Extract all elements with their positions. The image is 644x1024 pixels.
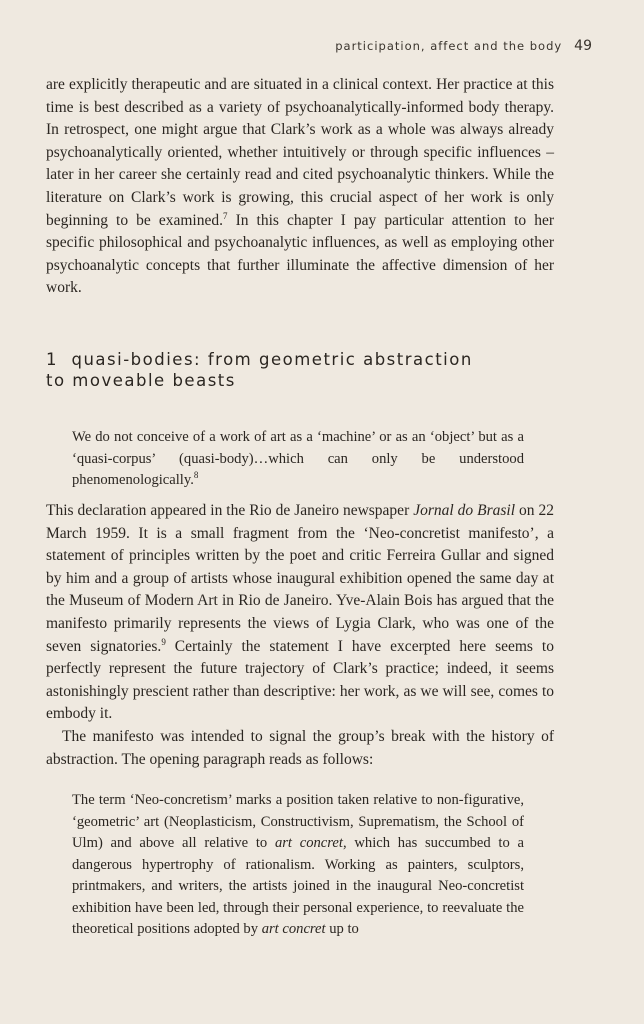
running-title: participation, affect and the body (335, 39, 563, 53)
section-title-line1: quasi-bodies: from geometric abstraction (71, 350, 473, 369)
epigraph-text: We do not conceive of a work of art as a ‘machine’ or as an ‘object’ but as a ‘quasi-corpus’ (quasi-body)…which can only be understood phenomenologically. (72, 429, 524, 488)
block-quote-term-1: art concret (274, 835, 343, 851)
block-quote-term-2: art concret (261, 921, 326, 937)
paragraph-1 (46, 74, 554, 300)
paragraph-2-text-c: Certainly the statement I have excerpted here seems to perfectly represent the future trajectory of Clark’s practice; indeed, it seems astonishingly prescient rather than descriptive: her work, as we will see, comes to embody it. (46, 637, 554, 723)
paragraph-1-text: are explicitly therapeutic and are situated in a clinical context. Her practice at this time is best described as a variety of psychoanalytically-informed body therapy. In retrospect, one might argue that Clark’s work as a whole was always already psychoanalytically oriented, whether intuitively or through specific influences – later in her career she certainly read and cited psychoanalytic thinkers. While the literature on Clark’s work is growing, this crucial aspect of her work is only beginning to be examined. (46, 76, 554, 229)
section-heading (46, 349, 473, 391)
block-quote-text-c: up to (325, 921, 359, 937)
footnote-ref-8[interactable]: 8 (193, 470, 199, 480)
running-header (335, 38, 592, 54)
block-quote (72, 790, 524, 941)
block-quote-text-b: , which has succumbed to a dangerous hypertrophy of rationalism. Working as painters, sculptors, printmakers, and writers, the artists joined in the inaugural Neo-concretist exhibition have been led, through their personal experience, to reevaluate the theoretical positions adopted by (72, 835, 524, 937)
paragraph-2-text-b: on 22 March 1959. It is a small fragment from the ‘Neo-concretist manifesto’, a statement of principles written by the poet and critic Ferreira Gullar and signed by him and a group of artists whose inaugural exhibition opened the same day at the Museum of Modern Art in Rio de Janeiro. Yve-Alain Bois has argued that the manifesto primarily represents the views of Lygia Clark, who was one of the seven signatories. (46, 502, 555, 655)
section-number: 1 (46, 350, 58, 369)
paragraph-2-text-a: This declaration appeared in the Rio de Janeiro newspaper (46, 502, 414, 519)
paragraph-2 (46, 500, 554, 771)
newspaper-title: Jornal do Brasil (413, 502, 516, 519)
footnote-ref-9[interactable]: 9 (161, 636, 166, 647)
block-quote-text-a: The term ‘Neo-concretism’ marks a position taken relative to non-figurative, ‘geometric’ art (Neoplasticism, Constructivism, Suprematism, the School of Ulm) and above all relative to (72, 792, 524, 851)
section-title-line2: to moveable beasts (46, 371, 236, 390)
epigraph (72, 427, 524, 492)
footnote-ref-7[interactable]: 7 (223, 210, 228, 221)
page-number: 49 (574, 38, 592, 54)
paragraph-3: The manifesto was intended to signal the group’s break with the history of abstraction. The opening paragraph reads as follows: (46, 727, 554, 768)
paragraph-1-end: In this chapter I pay particular attention to her specific philosophical and psychoanalytic influences, as well as employing other psychoanalytic concepts that further illuminate the affective dimension of her work. (46, 211, 554, 297)
